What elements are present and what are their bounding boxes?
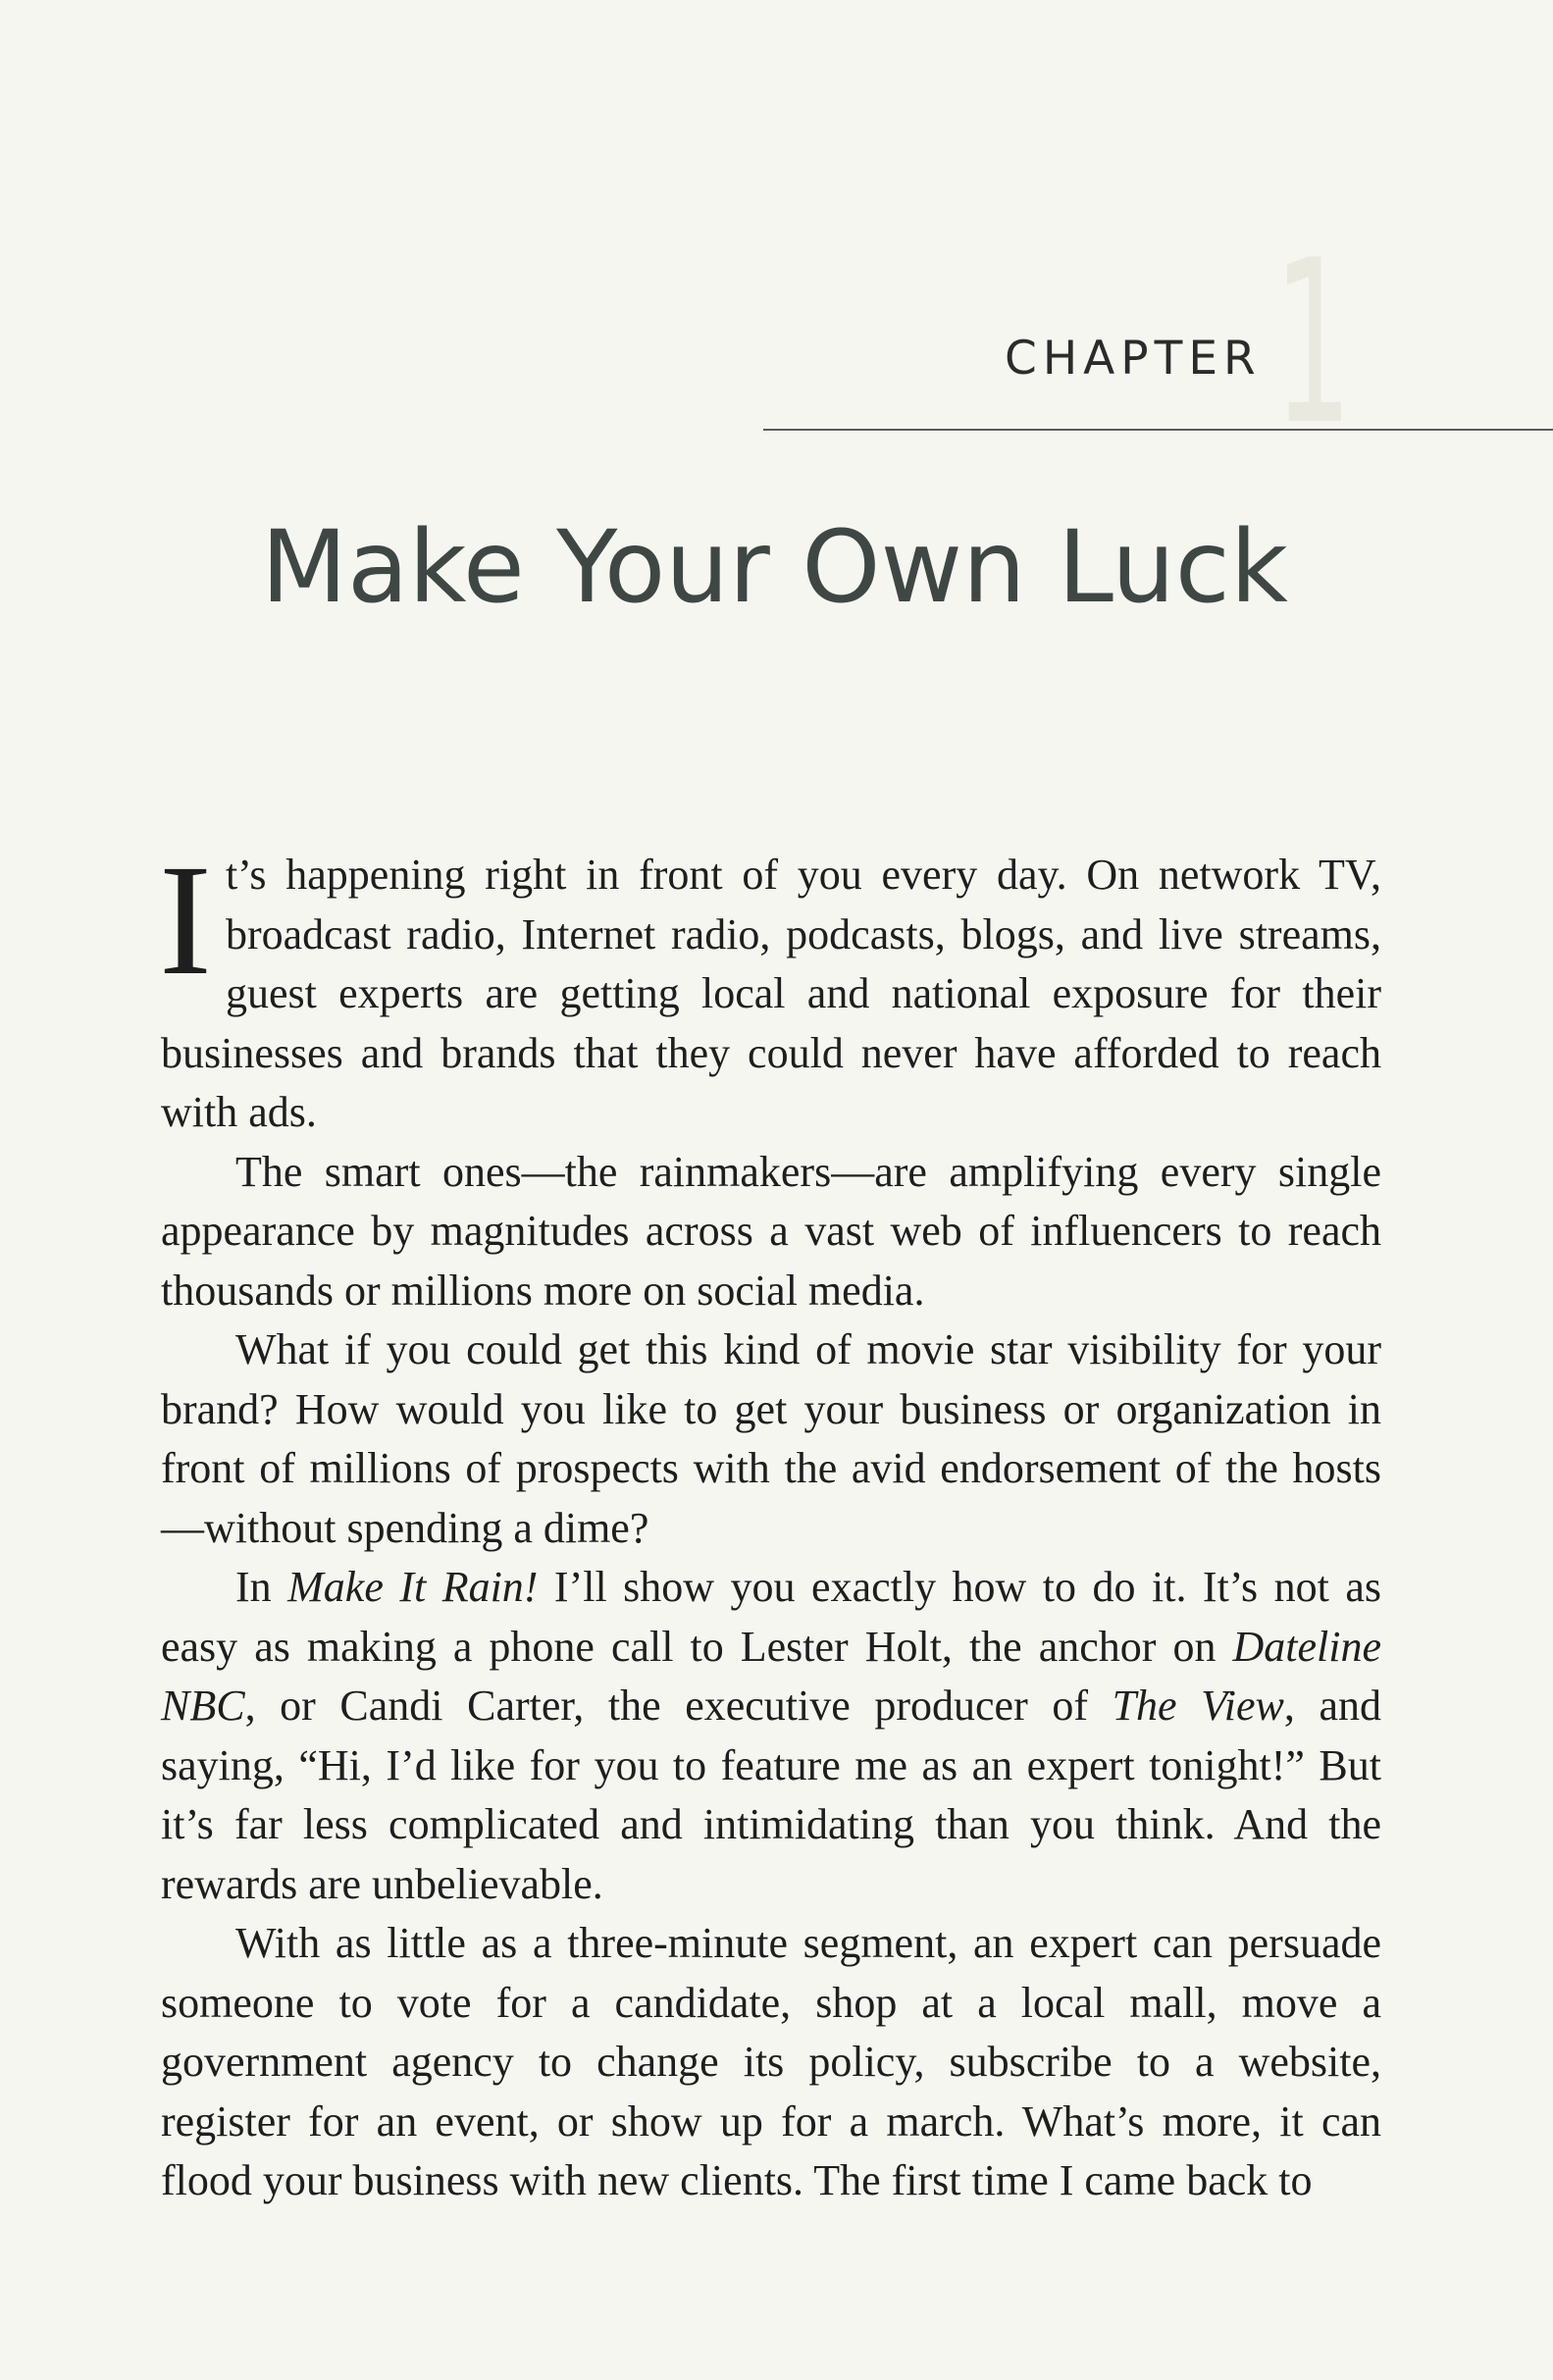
- chapter-number: 1: [1273, 213, 1353, 475]
- body-text: [159, 833, 1382, 2211]
- paragraph-3: What if you could get this kind of movie star visibility for your brand? How would you like to get your business or organization in front of millions of prospects with the avid endorsement of the hosts—without spending a dime?: [161, 1325, 1381, 1552]
- chapter-label: CHAPTER: [1005, 332, 1262, 386]
- paragraph-4-text-e: , or Candi Carter, the executive producer of: [244, 1682, 1113, 1730]
- paragraph-1-text: t’s happening right in front of you every day. On network TV, broadcast radio, Internet radio, podcasts, blogs, and live streams, guest experts are getting local and national exposure for their businesses and brands that they could never have afforded to reach with ads.: [161, 851, 1381, 1136]
- book-title-italic: Make It Rain!: [287, 1563, 539, 1611]
- paragraph-4-text-c: I’ll show you exactly how to do it. It’s not as easy as making a phone call to Lester Holt, the anchor on: [161, 1563, 1381, 1671]
- paragraph-4: [161, 1558, 1381, 1914]
- paragraph-4-text-a: In: [235, 1563, 288, 1611]
- drop-cap: I: [159, 833, 212, 1009]
- paragraph-2: The smart ones—the rainmakers—are amplifying every single appearance by magnitudes across a vast web of influencers to reach thousands or millions more on social media.: [161, 1147, 1381, 1315]
- paragraph-5: With as little as a three-minute segment, an expert can persuade someone to vote for a candidate, shop at a local mall, move a government agency to change its policy, subscribe to a website, register for an event, or show up for a march. What’s more, it can flood your business with new clients. The first time I came back to: [161, 1919, 1381, 2204]
- show-title-the-view: The View: [1112, 1682, 1284, 1730]
- paragraph-1: [159, 833, 1381, 1143]
- paragraph-4-text-g: , and saying, “Hi, I’d like for you to feature me as an expert tonight!” But it’s far less complicated and intimidating than you think. And the rewards are unbelievable.: [161, 1682, 1382, 1908]
- show-title-dateline: Dateline NBC: [161, 1622, 1381, 1730]
- chapter-divider: [763, 429, 1553, 431]
- chapter-title: Make Your Own Luck: [261, 509, 1288, 626]
